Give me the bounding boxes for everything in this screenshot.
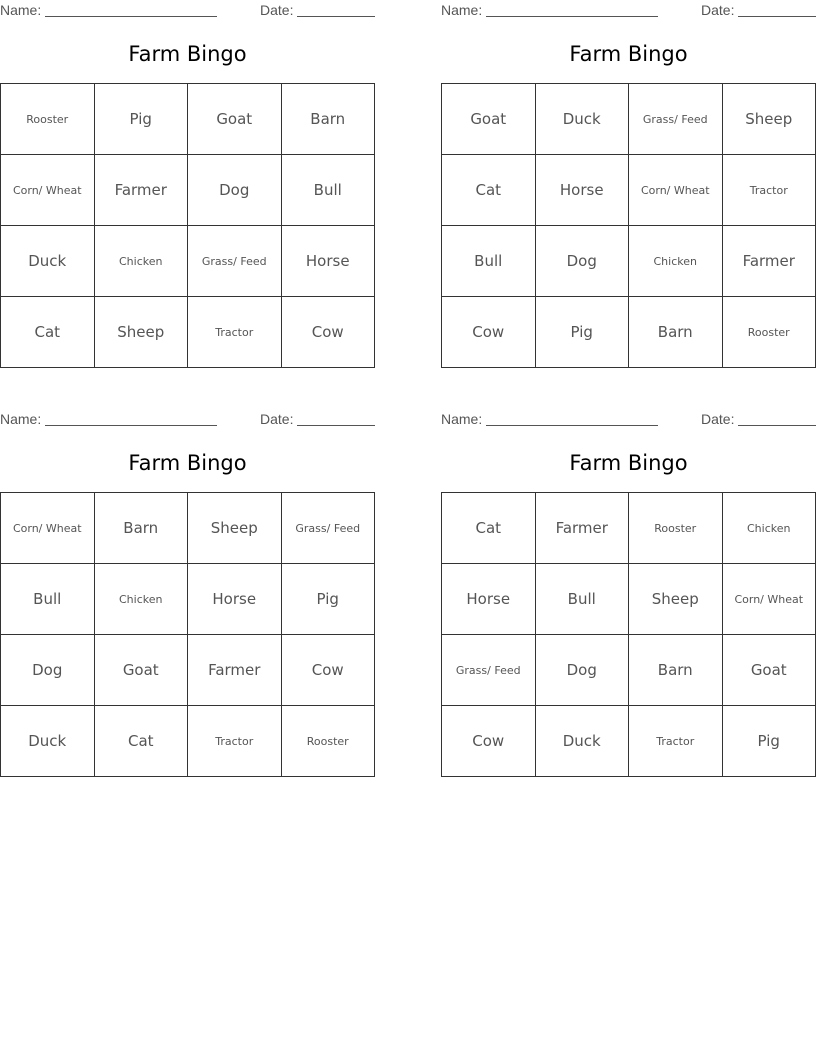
bingo-cell: Rooster: [1, 84, 95, 155]
bingo-cell: Dog: [188, 155, 282, 226]
bingo-cell: Farmer: [722, 226, 816, 297]
bingo-grid: [0, 492, 375, 777]
bingo-row: [442, 155, 816, 226]
bingo-cell: Rooster: [629, 493, 723, 564]
bingo-row: [1, 564, 375, 635]
date-blank: [738, 16, 816, 17]
bingo-cell: Dog: [535, 226, 629, 297]
name-label: Name:: [441, 2, 483, 18]
bingo-row: [442, 297, 816, 368]
bingo-cell: Corn/ Wheat: [1, 493, 95, 564]
name-blank: [486, 16, 658, 17]
card-title: Farm Bingo: [569, 451, 688, 475]
bingo-cell: Horse: [188, 564, 282, 635]
bingo-cell: Horse: [535, 155, 629, 226]
bingo-cell: Cat: [442, 155, 536, 226]
bingo-cell: Tractor: [188, 706, 282, 777]
bingo-row: [1, 493, 375, 564]
bingo-cell: Sheep: [722, 84, 816, 155]
card-title: Farm Bingo: [569, 42, 688, 66]
bingo-cell: Tractor: [188, 297, 282, 368]
bingo-cell: Duck: [535, 706, 629, 777]
bingo-cell: Bull: [281, 155, 375, 226]
bingo-cell: Tractor: [629, 706, 723, 777]
bingo-cell: Duck: [535, 84, 629, 155]
bingo-cell: Sheep: [188, 493, 282, 564]
bingo-cell: Grass/ Feed: [442, 635, 536, 706]
bingo-cell: Sheep: [94, 297, 188, 368]
bingo-row: [1, 155, 375, 226]
name-label: Name:: [441, 411, 483, 427]
bingo-cell: Corn/ Wheat: [629, 155, 723, 226]
bingo-cell: Farmer: [94, 155, 188, 226]
bingo-cell: Pig: [94, 84, 188, 155]
date-label: Date:: [260, 2, 294, 18]
bingo-cell: Barn: [94, 493, 188, 564]
bingo-cell: Horse: [442, 564, 536, 635]
date-label: Date:: [701, 2, 735, 18]
bingo-cell: Chicken: [722, 493, 816, 564]
bingo-cell: Corn/ Wheat: [722, 564, 816, 635]
bingo-grid: [441, 492, 816, 777]
bingo-cell: Cat: [94, 706, 188, 777]
date-blank: [297, 16, 375, 17]
bingo-cell: Cow: [281, 297, 375, 368]
bingo-cell: Barn: [281, 84, 375, 155]
bingo-cell: Goat: [188, 84, 282, 155]
bingo-cell: Grass/ Feed: [629, 84, 723, 155]
name-date-line: [441, 2, 816, 20]
bingo-row: [442, 635, 816, 706]
name-date-line: [0, 2, 375, 20]
bingo-cell: Bull: [442, 226, 536, 297]
bingo-cell: Dog: [1, 635, 95, 706]
bingo-cell: Pig: [281, 564, 375, 635]
bingo-cell: Duck: [1, 226, 95, 297]
bingo-cell: Barn: [629, 635, 723, 706]
name-label: Name:: [0, 411, 42, 427]
name-date-line: [0, 411, 375, 429]
bingo-cell: Farmer: [535, 493, 629, 564]
bingo-row: [1, 297, 375, 368]
bingo-cell: Dog: [535, 635, 629, 706]
bingo-cell: Pig: [722, 706, 816, 777]
name-date-line: [441, 411, 816, 429]
name-blank: [45, 425, 217, 426]
bingo-row: [1, 226, 375, 297]
bingo-cell: Duck: [1, 706, 95, 777]
bingo-cell: Cow: [281, 635, 375, 706]
bingo-cell: Chicken: [94, 564, 188, 635]
bingo-cell: Sheep: [629, 564, 723, 635]
bingo-cell: Grass/ Feed: [188, 226, 282, 297]
bingo-cell: Cow: [442, 706, 536, 777]
bingo-cell: Goat: [442, 84, 536, 155]
bingo-row: [442, 226, 816, 297]
date-blank: [297, 425, 375, 426]
name-blank: [45, 16, 217, 17]
bingo-cell: Horse: [281, 226, 375, 297]
date-label: Date:: [260, 411, 294, 427]
bingo-cell: Rooster: [722, 297, 816, 368]
bingo-cell: Bull: [1, 564, 95, 635]
bingo-row: [442, 493, 816, 564]
bingo-cell: Farmer: [188, 635, 282, 706]
bingo-cell: Cat: [442, 493, 536, 564]
bingo-cell: Goat: [722, 635, 816, 706]
bingo-cell: Bull: [535, 564, 629, 635]
bingo-grid: [441, 83, 816, 368]
bingo-row: [442, 84, 816, 155]
bingo-cell: Cow: [442, 297, 536, 368]
bingo-cell: Barn: [629, 297, 723, 368]
name-label: Name:: [0, 2, 42, 18]
bingo-row: [442, 706, 816, 777]
card-title: Farm Bingo: [128, 42, 247, 66]
bingo-cell: Grass/ Feed: [281, 493, 375, 564]
bingo-row: [442, 564, 816, 635]
bingo-cell: Cat: [1, 297, 95, 368]
bingo-row: [1, 84, 375, 155]
name-blank: [486, 425, 658, 426]
bingo-cell: Goat: [94, 635, 188, 706]
card-title: Farm Bingo: [128, 451, 247, 475]
bingo-row: [1, 706, 375, 777]
bingo-cell: Chicken: [94, 226, 188, 297]
bingo-row: [1, 635, 375, 706]
bingo-grid: [0, 83, 375, 368]
date-blank: [738, 425, 816, 426]
bingo-cell: Tractor: [722, 155, 816, 226]
date-label: Date:: [701, 411, 735, 427]
bingo-cell: Chicken: [629, 226, 723, 297]
bingo-cell: Rooster: [281, 706, 375, 777]
bingo-cell: Pig: [535, 297, 629, 368]
bingo-cell: Corn/ Wheat: [1, 155, 95, 226]
